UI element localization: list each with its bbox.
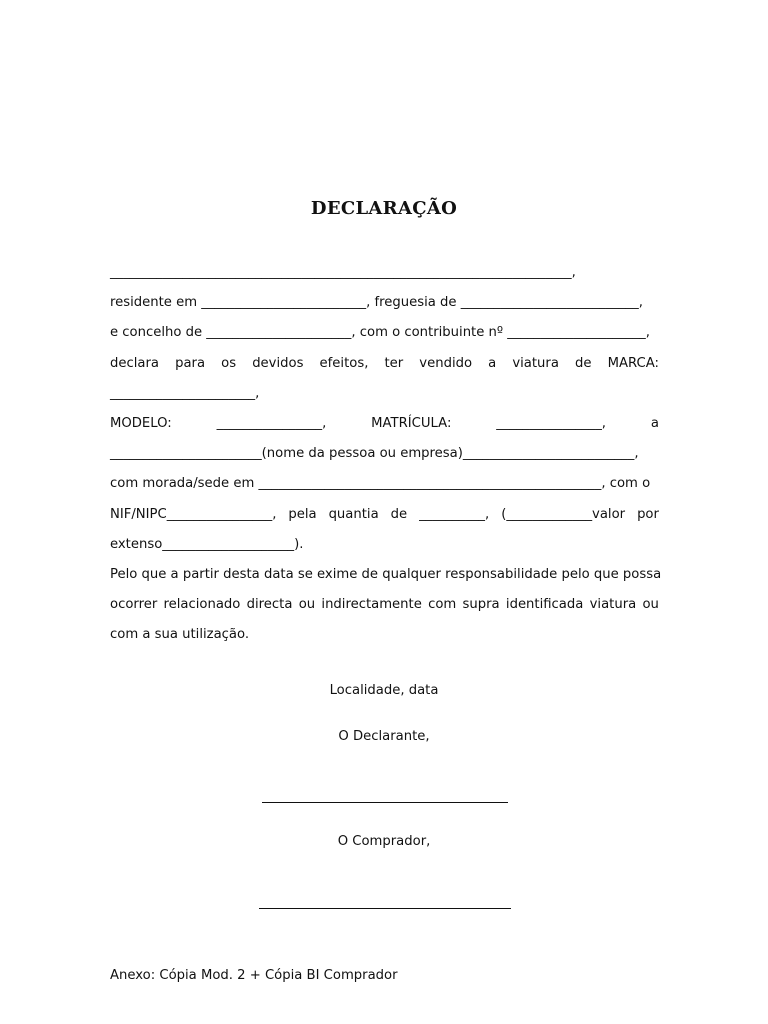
document-title: DECLARAÇÃO (310, 198, 458, 219)
word: ou (642, 597, 659, 613)
word: MODELO: (110, 415, 172, 431)
liability-line: Pelo que a partir desta data se exime de qualquer responsabilidade pelo que possa (110, 566, 662, 582)
word: identificada (505, 597, 584, 613)
word: a (488, 355, 497, 371)
word: efeitos, (319, 355, 369, 371)
word: __________, (419, 506, 490, 522)
word: viatura (512, 355, 559, 371)
nif-amount-line (110, 500, 659, 530)
word: MARCA: (607, 355, 659, 371)
word: de (390, 506, 408, 522)
brand-blank-line: ______________________, (110, 385, 260, 401)
word: declara (110, 355, 159, 371)
word: por (637, 506, 659, 522)
amount-words-line: extenso____________________). (110, 536, 304, 552)
word: ou (298, 597, 316, 613)
word: quantia (328, 506, 379, 522)
word: indirectamente (321, 597, 422, 613)
annex-note: Anexo: Cópia Mod. 2 + Cópia BI Comprador (110, 968, 398, 983)
word: viatura (589, 597, 637, 613)
declarant-label: O Declarante, (338, 729, 430, 744)
declares-line (110, 349, 659, 379)
buyer-label: O Comprador, (337, 834, 431, 849)
word: (_____________valor (501, 506, 626, 522)
word: directa (246, 597, 293, 613)
word: ________________, (496, 415, 606, 431)
word: vendido (419, 355, 473, 371)
word: NIF/NIPC________________, (110, 506, 277, 522)
word: com (428, 597, 457, 613)
word: ter (384, 355, 404, 371)
word: os (221, 355, 237, 371)
word: para (175, 355, 206, 371)
municipality-line: e concelho de ______________________, com o contribuinte nº _____________________, (110, 325, 650, 341)
word: ________________, (216, 415, 327, 431)
declaration-body (110, 258, 662, 650)
place-date-label: Localidade, data (329, 683, 439, 698)
word: ocorrer (110, 597, 158, 613)
buyer-name-line: _______________________(nome da pessoa ou empresa)__________________________, (110, 446, 639, 462)
buyer-signature-line (259, 908, 511, 909)
word: pela (288, 506, 317, 522)
declarant-signature-line (262, 802, 508, 803)
word: supra (462, 597, 500, 613)
word: MATRÍCULA: (371, 415, 452, 431)
word: a (650, 415, 659, 431)
word: de (575, 355, 592, 371)
word: relacionado (163, 597, 241, 613)
buyer-address-line: com morada/sede em ____________________________________________________, com o (110, 476, 651, 492)
word: devidos (252, 355, 304, 371)
liability-line-3: com a sua utilização. (110, 627, 250, 643)
residence-line: residente em _________________________, freguesia de ___________________________, (110, 295, 643, 311)
model-plate-line (110, 409, 659, 439)
seller-name-line: ______________________________________________________________________, (110, 265, 576, 280)
liability-line-2 (110, 590, 659, 620)
